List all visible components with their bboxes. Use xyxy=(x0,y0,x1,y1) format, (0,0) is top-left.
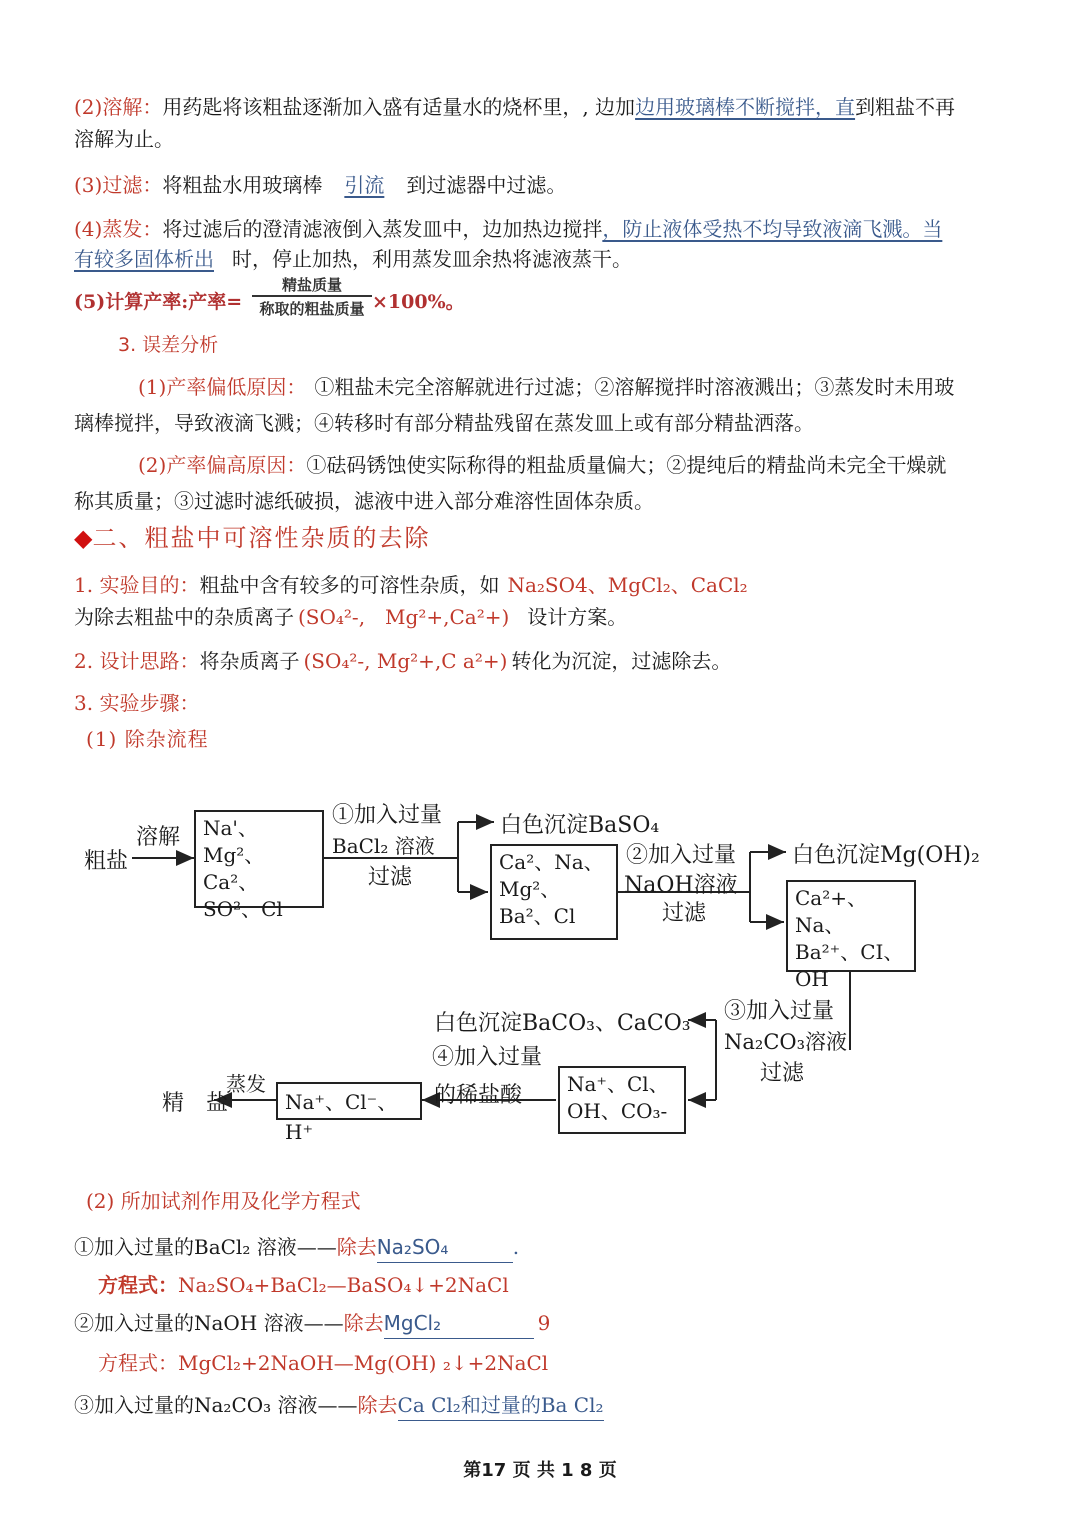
reagent1-end: . xyxy=(512,1235,520,1259)
flow-precipitate-1: 白色沉淀BaSO₄ xyxy=(500,813,660,838)
flow-crude: 粗盐 xyxy=(84,849,129,874)
reagent1-text: ①加入过量的BaCl₂ 溶液—— xyxy=(74,1235,337,1259)
steps-label: 3. 实验步骤： xyxy=(74,691,200,715)
step3-text2: 到过滤器中过滤。 xyxy=(406,173,567,197)
flow-reagent2b: NaOH溶液 xyxy=(624,873,738,898)
flow-dissolve: 溶解 xyxy=(136,825,181,850)
purpose-label: 1. 实验目的： xyxy=(74,573,200,597)
idea-text2: 转化为沉淀，过滤除去。 xyxy=(511,649,732,673)
reagent2-eq-label: 方程式： xyxy=(98,1351,178,1375)
step5-numerator: 精盐质量 xyxy=(281,276,342,294)
low-text2: 璃棒搅拌，导致液滴飞溅；④转移时有部分精盐残留在蒸发皿上或有部分精盐洒落。 xyxy=(74,411,814,435)
reagent3-text: ③加入过量的Na₂CO₃ 溶液—— xyxy=(74,1393,358,1417)
reagent3-blank xyxy=(398,1390,604,1421)
reagent3-answer: Ca Cl₂和过量的Ba Cl₂ xyxy=(397,1393,604,1417)
reagents-label: (2) 所加试剂作用及化学方程式 xyxy=(86,1189,361,1213)
high-label: (2)产率偏高原因： xyxy=(138,453,307,477)
purpose-line2-text: 为除去粗盐中的杂质离子 xyxy=(74,605,294,629)
step3-answer: 引流 xyxy=(344,173,385,197)
page-footer: 第17 页 共 1 8 页 xyxy=(463,1460,617,1481)
low-text1: ①粗盐未完全溶解就进行过滤；②溶解搅拌时溶液溅出；③蒸发时未用玻 xyxy=(314,375,955,399)
flow-fine-salt: 精 盐 xyxy=(162,1091,229,1116)
reagent1-equation xyxy=(98,1270,509,1300)
high-text1: ①砝码锈蚀使实际称得的粗盐质量偏大；②提纯后的精盐尚未完全干燥就 xyxy=(306,453,947,477)
flow-box-4: Na⁺、Cl、OH、CO₃- xyxy=(558,1066,686,1134)
flow-box-1: Na'、Mg²、Ca²、SO²、Cl xyxy=(194,810,324,908)
step5-label: (5)计算产率:产率= xyxy=(74,291,243,313)
step2-label: (2)溶解： xyxy=(74,95,163,119)
diamond-icon: ◆ xyxy=(74,524,93,552)
step3-text: 将粗盐水用玻璃棒 xyxy=(162,173,323,197)
section2-title: 二、粗盐中可溶性杂质的去除 xyxy=(92,524,431,552)
step4-label: (4)蒸发： xyxy=(74,217,163,241)
flow-reagent3a: ③加入过量 xyxy=(724,999,835,1024)
flow-reagent3b: Na₂CO₃溶液 xyxy=(724,1030,848,1054)
step4-text: 将过滤后的澄清滤液倒入蒸发皿中，边加热边搅拌 xyxy=(162,217,603,241)
flow-reagent1a: ①加入过量 xyxy=(332,803,443,828)
step3-label: (3)过滤： xyxy=(74,173,163,197)
reagent1-blank xyxy=(377,1232,513,1263)
flow-reagent4b: 的稀盐酸 xyxy=(434,1083,523,1108)
reagent1-answer: Na₂SO₄ xyxy=(376,1235,449,1259)
reagent1-eq-label: 方程式： xyxy=(98,1273,178,1297)
reagent2-line xyxy=(74,1308,550,1339)
flow-label: (1) 除杂流程 xyxy=(86,727,209,751)
purpose-ions: (SO₄²-, Mg²+,Ca²+) xyxy=(298,605,510,629)
step2-text2: 到粗盐不再 xyxy=(855,95,956,119)
flow-box-3: Ca²+、Na、Ba²⁺、CI、OH xyxy=(786,880,916,972)
reagent1-line xyxy=(74,1232,519,1263)
flow-reagent1b: BaCl₂ 溶液 xyxy=(332,834,435,858)
low-label: (1)产率偏低原因： xyxy=(138,375,307,399)
reagent2-remove: 除去 xyxy=(343,1311,384,1335)
reagent2-answer: MgCl₂ xyxy=(383,1311,442,1335)
error-title: 3. 误差分析 xyxy=(118,334,219,356)
reagent3-line xyxy=(74,1390,604,1421)
flow-reagent4a: ④加入过量 xyxy=(432,1045,543,1070)
reagent2-end: 9 xyxy=(537,1311,551,1335)
high-text2: 称其质量；③过滤时滤纸破损，滤液中进入部分难溶性固体杂质。 xyxy=(74,489,654,513)
flow-box-2: Ca²、Na、Mg²、Ba²、Cl xyxy=(490,844,618,940)
step4-answer2: 有较多固体析出 xyxy=(74,247,214,271)
idea-text: 将杂质离子 xyxy=(199,649,300,673)
purpose-chem: Na₂SO4、MgCl₂、CaCl₂ xyxy=(507,573,748,597)
reagent2-equation xyxy=(98,1348,548,1378)
step2-text: 用药匙将该粗盐逐渐加入盛有适量水的烧杯里，, 边加 xyxy=(162,95,636,119)
flow-reagent3c: 过滤 xyxy=(760,1061,805,1086)
purpose-text: 粗盐中含有较多的可溶性杂质，如 xyxy=(199,573,500,597)
flow-reagent1c: 过滤 xyxy=(368,865,413,890)
idea-label: 2. 设计思路： xyxy=(74,649,200,673)
idea-ions: (SO₄²-, Mg²+,C a²+) xyxy=(303,649,508,673)
reagent3-remove: 除去 xyxy=(357,1393,398,1417)
flow-reagent2c: 过滤 xyxy=(662,901,707,926)
step4-answer: ，防止液体受热不均导致液滴飞溅。当 xyxy=(602,217,943,241)
step2-text3: 溶解为止。 xyxy=(74,127,174,151)
flow-reagent2a: ②加入过量 xyxy=(626,843,737,868)
step5-suffix: ×100%。 xyxy=(372,291,465,313)
purpose-line2b: 设计方案。 xyxy=(527,605,628,629)
reagent2-eq: MgCl₂+2NaOH—Mg(OH) ₂↓+2NaCl xyxy=(178,1351,549,1375)
reagent2-text: ②加入过量的NaOH 溶液—— xyxy=(74,1311,344,1335)
step2-answer: 边用玻璃棒不断搅拌，直 xyxy=(635,95,856,119)
step5-denominator: 称取的粗盐质量 xyxy=(259,300,365,318)
flow-evaporate: 蒸发 xyxy=(226,1072,266,1096)
reagent1-remove: 除去 xyxy=(336,1235,377,1259)
reagent1-eq: Na₂SO₄+BaCl₂—BaSO₄↓+2NaCl xyxy=(178,1273,509,1297)
flow-precipitate-2: 白色沉淀Mg(OH)₂ xyxy=(792,843,980,868)
step4-text2: 时，停止加热，利用蒸发皿余热将滤液蒸干。 xyxy=(232,247,632,271)
reagent2-blank xyxy=(384,1308,534,1339)
flow-box-5: Na⁺、Cl⁻、H⁺ xyxy=(276,1082,422,1120)
flow-precipitate-3: 白色沉淀BaCO₃、CaCO₃ xyxy=(434,1011,691,1036)
